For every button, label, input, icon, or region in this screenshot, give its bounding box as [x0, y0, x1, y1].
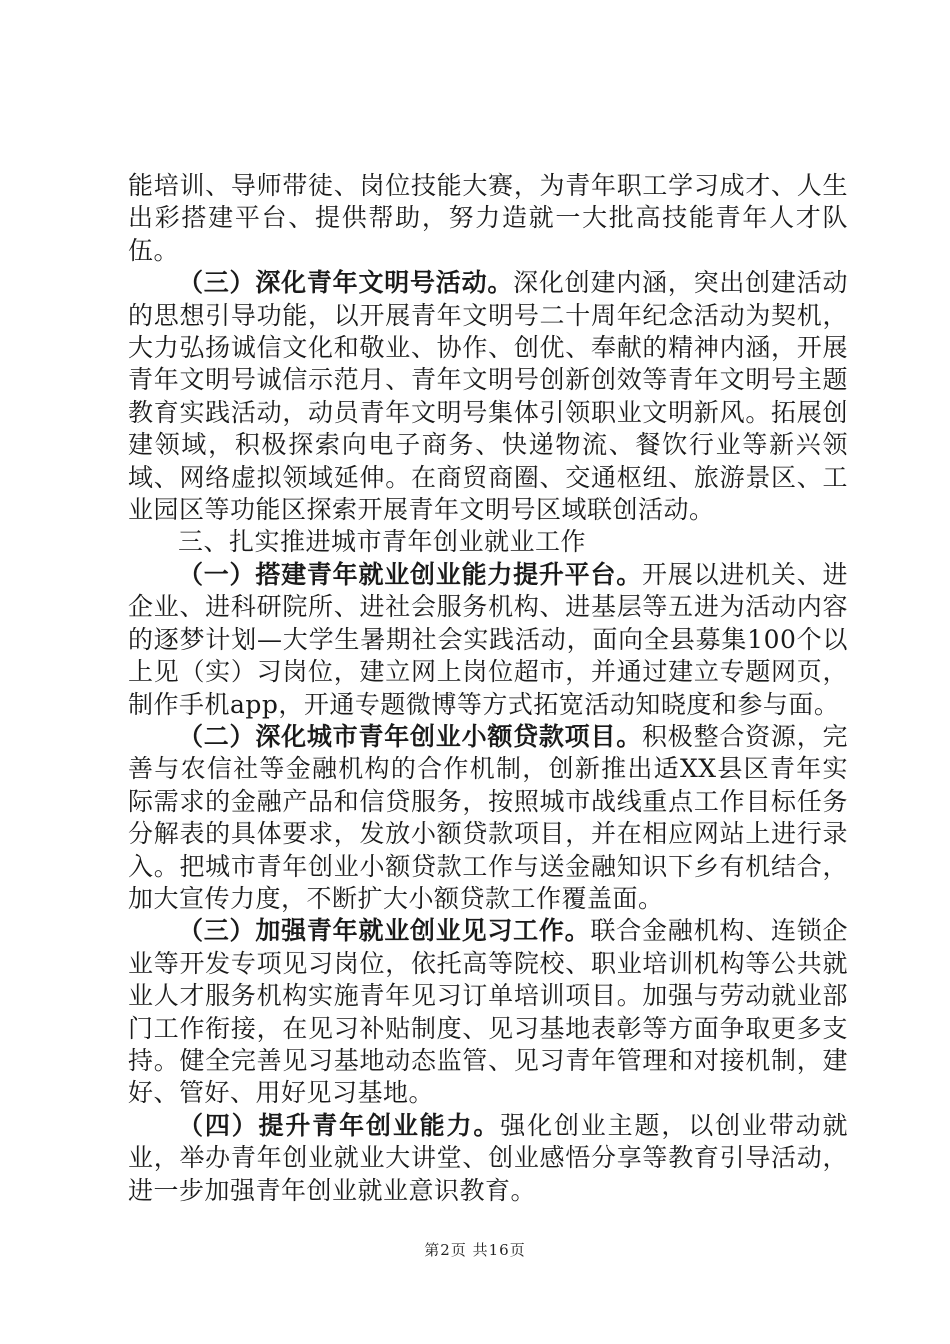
page-number-label: 第2页 共16页 — [424, 1241, 526, 1259]
paragraph-heading: （三）加强青年就业创业见习工作。 — [178, 916, 591, 946]
document-body — [128, 170, 848, 1207]
paragraph-text: 开展以进机关、进企业、进科研院所、进社会服务机构、进基层等五进为活动内容的逐梦计划—大学生暑期社会实践活动，面向全县募集100个以上见（实）习岗位，建立网上岗位超市，并通过建立专题网页，制作手机app，开通专题微博等方式拓宽活动知晓度和参与面。 — [128, 559, 848, 719]
paragraph-1 — [128, 170, 848, 267]
page-footer — [0, 1239, 950, 1260]
paragraph-2 — [128, 267, 848, 526]
paragraph-text: 能培训、导师带徒、岗位技能大赛，为青年职工学习成才、人生出彩搭建平台、提供帮助，努力造就一大批高技能青年人才队伍。 — [128, 171, 848, 265]
paragraph-7 — [128, 1110, 848, 1207]
section-heading-text: 三、扎实推进城市青年创业就业工作 — [178, 527, 587, 557]
paragraph-text: 积极整合资源，完善与农信社等金融机构的合作机制，创新推出适XX县区青年实际需求的金融产品和信贷服务，按照城市战线重点工作目标任务分解表的具体要求，发放小额贷款项目，并在相应网站上进行录入。把城市青年创业小额贷款工作与送金融知识下乡有机结合，加大宣传力度，不断扩大小额贷款工作覆盖面。 — [128, 721, 848, 913]
paragraph-text: 联合金融机构、连锁企业等开发专项见习岗位，依托高等院校、职业培训机构等公共就业人才服务机构实施青年见习订单培训项目。加强与劳动就业部门工作衔接，在见习补贴制度、见习基地表彰等方面争取更多支持。健全完善见习基地动态监管、见习青年管理和对接机制，建好、管好、用好见习基地。 — [128, 916, 848, 1108]
paragraph-heading: （三）深化青年文明号活动。 — [178, 268, 514, 298]
paragraph-heading: （二）深化城市青年创业小额贷款项目。 — [178, 721, 643, 751]
paragraph-heading: （一）搭建青年就业创业能力提升平台。 — [178, 559, 643, 589]
paragraph-4 — [128, 559, 848, 721]
section-heading — [128, 526, 848, 558]
paragraph-heading: （四）提升青年创业能力。 — [178, 1110, 501, 1140]
paragraph-6 — [128, 915, 848, 1109]
paragraph-text: 强化创业主题，以创业带动就业，举办青年创业就业大讲堂、创业感悟分享等教育引导活动，进一步加强青年创业就业意识教育。 — [128, 1110, 848, 1205]
paragraph-text: 深化创建内涵，突出创建活动的思想引导功能，以开展青年文明号二十周年纪念活动为契机，大力弘扬诚信文化和敬业、协作、创优、奉献的精神内涵，开展青年文明号诚信示范月、青年文明号创新创效等青年文明号主题教育实践活动，动员青年文明号集体引领职业文明新风。拓展创建领域，积极探索向电子商务、快递物流、餐饮行业等新兴领域、网络虚拟领域延伸。在商贸商圈、交通枢纽、旅游景区、工业园区等功能区探索开展青年文明号区域联创活动。 — [128, 268, 848, 525]
paragraph-5 — [128, 721, 848, 915]
